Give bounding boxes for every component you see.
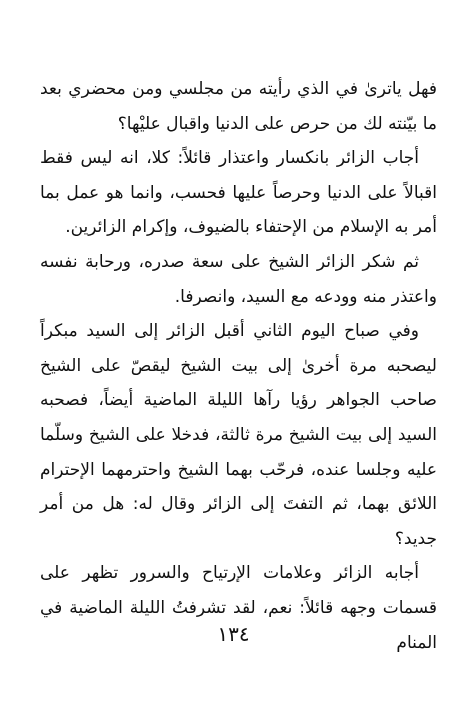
paragraph-question: فهل ياترىٰ في الذي رأيته من مجلسي ومن محضري بعد ما بيّنته لك من حرص على الدنيا واقبال عليْها؟ <box>40 79 437 134</box>
body-text <box>40 72 437 660</box>
page-number: ١٣٤ <box>217 622 250 646</box>
paragraph-next-morning: وفي صباح اليوم الثاني أقبل الزائر إلى السيد مبكراً ليصحبه مرة أخرىٰ إلى بيت الشيخ ليقصّ على الشيخ صاحب الجواهر رؤيا رآها الليلة الماضية أيضاً، فصحبه السيد إلى بيت الشيخ مرة ثالثة، فدخلا على الشيخ وسلّما عليه وجلسا عنده، فرحّب بهما الشيخ واحترمهما الإحترام اللائق بهما، ثم التفتَ إلى الزائر وقال له: هل من أمر جديد؟ <box>40 321 437 549</box>
paragraph-thanks-farewell: ثم شكر الزائر الشيخ على سعة صدره، ورحابة نفسه واعتذر منه وودعه مع السيد، وانصرفا. <box>40 251 437 307</box>
paragraph-visitor-reply: أجابه الزائر وعلامات الإرتياح والسرور تظهر على قسمات وجهه قائلاً: نعم، لقد تشرفتُ الليلة الماضية في المنام <box>40 563 437 653</box>
paragraph-visitor-answer: أجاب الزائر بانكسار واعتذار قائلاً: كلا، انه ليس فقط اقبالاً على الدنيا وحرصاً عليها فحسب، وانما هو عمل بما أمر به الإسلام من الإحتفاء بالضيوف، وإكرام الزائرين. <box>40 148 437 238</box>
